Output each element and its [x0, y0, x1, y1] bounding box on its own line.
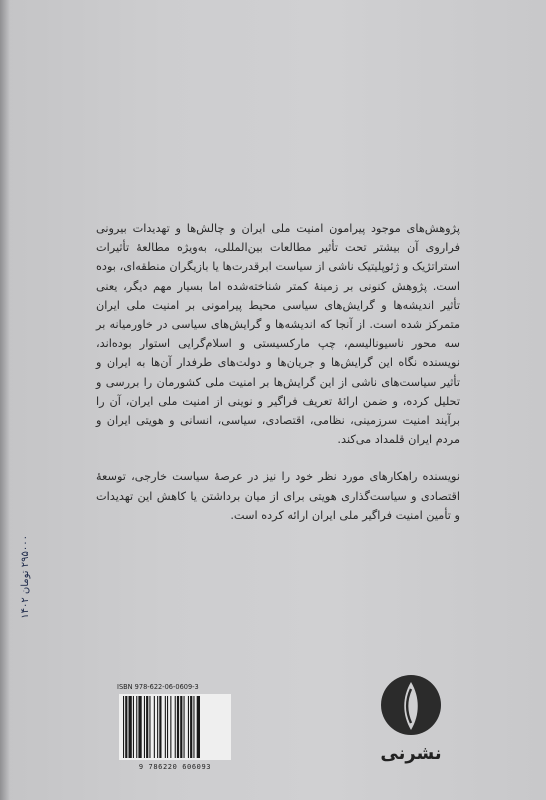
isbn-barcode	[117, 683, 233, 775]
blurb-paragraph-2: نویسنده راهکارهای مورد نظر خود را نیز در عرصهٔ سیاست خارجی، توسعهٔ اقتصادی و سیاست‌گذاری هویتی برای از میان برداشتن یا کاهش این تهدیدات و تأمین امنیت فراگیر ملی ایران ارائه کرده است.	[96, 470, 460, 522]
spine-shadow	[0, 0, 10, 800]
barcode-digits: 9 786220 606093	[138, 763, 212, 771]
publisher-name: نشرنی	[380, 743, 442, 764]
back-cover-blurb	[96, 219, 460, 525]
blurb-paragraph-1: پژوهش‌های موجود پیرامون امنیت ملی ایران و چالش‌ها و تهدیدات بیرونی فراروی آن بیشتر تحت تأثیر مطالعات بین‌المللی، به‌ویژه مطالعهٔ تأثیرات استراتژیک و ژئوپلیتیک ناشی از سیاست ابرقدرت‌ها یا بازیگران منطقه‌ای، بوده است. پژوهش کنونی بر زمینهٔ کمتر شناخته‌شده اما بسیار مهم دیگر، یعنی تأثیر اندیشه‌ها و گرایش‌های سیاسی محیط پیرامونی بر امنیت ملی ایران متمرکز شده است. از آنجا که اندیشه‌ها و گرایش‌های سیاسی در خاورمیانه بر سه محور ناسیونالیسم، چپ مارکسیستی و اسلام‌گرایی استوار بوده‌اند، نویسنده نگاه این گرایش‌ها و جریان‌ها و دولت‌های طرفدار آن‌ها به ایران و تأثیر سیاست‌های ناشی از این گرایش‌ها بر امنیت ملی کشورمان را بررسی و تحلیل کرده، و ضمن ارائهٔ تعریف فراگیر و نوینی از امنیت ملی ایران، آن را برآیند امنیت سرزمینی، نظامی، اقتصادی، سیاسی، انسانی و هویتی ایران و مردم ایران قلمداد می‌کند.	[96, 222, 460, 447]
nashr-ney-logo-icon	[371, 667, 451, 743]
barcode-bars	[119, 694, 231, 760]
publisher-logo	[371, 667, 451, 777]
isbn-label: ISBN 978-622-06-0609-3	[117, 683, 199, 691]
handwritten-price: ۲۹۵۰۰۰ تومان ۱۴۰۲	[20, 535, 31, 619]
